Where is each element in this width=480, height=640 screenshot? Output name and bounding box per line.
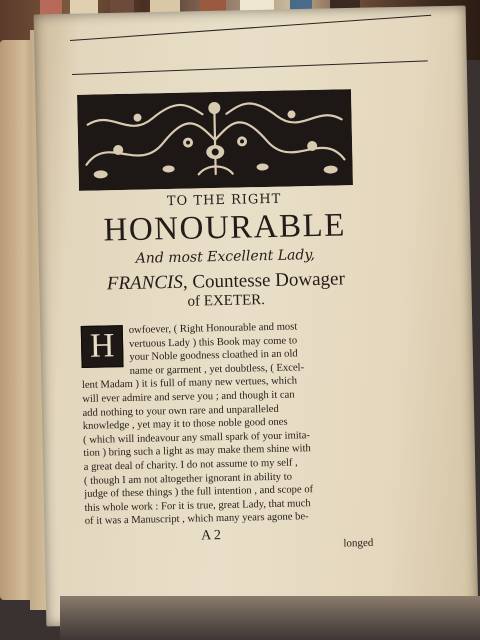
dedicatee-name: FRANCIS — [106, 271, 184, 295]
body-line: your Noble goodness cloathed in an old — [129, 348, 298, 364]
body-line: will ever admire and serve you ; and though it can — [82, 389, 295, 405]
signature-mark: A 2 — [200, 527, 222, 544]
dedication-line-exeter: of EXETER. — [187, 292, 266, 310]
body-line: add nothing to your own rare and unparalleled — [82, 403, 279, 419]
body-line: of it was a Manuscript , which many years agone be- — [84, 511, 309, 528]
dedication-body — [81, 319, 377, 529]
body-line: ( which will indeavour any small spark of your imita- — [83, 429, 311, 446]
body-line: lent Madam ) it is full of many new vertues, which — [81, 375, 298, 392]
decorated-initial: H — [81, 325, 124, 368]
body-line: owfoever, ( Right Honourable and most — [128, 321, 298, 336]
woodcut-ornament-headpiece — [77, 89, 353, 191]
body-line: this whole work : For it is true, great Lady, that much — [84, 497, 311, 514]
dedication-line-to-the-right: TO THE RIGHT — [166, 191, 282, 210]
body-line: ( though I am not altogether ignorant in ability to — [83, 471, 293, 487]
body-line: judge of these things ) the full intention , and scope of — [84, 484, 314, 501]
page-bottom-shadow — [60, 596, 480, 640]
dedication-line-honourable: HONOURABLE — [103, 207, 347, 249]
page-footer — [85, 523, 378, 559]
body-line: a great deal of charity. I do not assume to my self , — [83, 457, 298, 473]
body-line: name or garment , yet doubtless, ( Excel- — [129, 362, 305, 377]
dedicatee-title: , Countesse Dowager — [182, 268, 346, 293]
catchword: longed — [343, 536, 374, 550]
dedication-line-excellent-lady: And most Excellent Lady, — [135, 247, 316, 267]
dedication-text-block — [78, 190, 378, 559]
body-line: knowledge , yet may it to those noble good ones — [82, 416, 288, 433]
body-line: vertuous Lady ) this Book may come to — [128, 335, 298, 350]
body-line: tion ) bring such a light as may make them shine with — [83, 443, 311, 460]
